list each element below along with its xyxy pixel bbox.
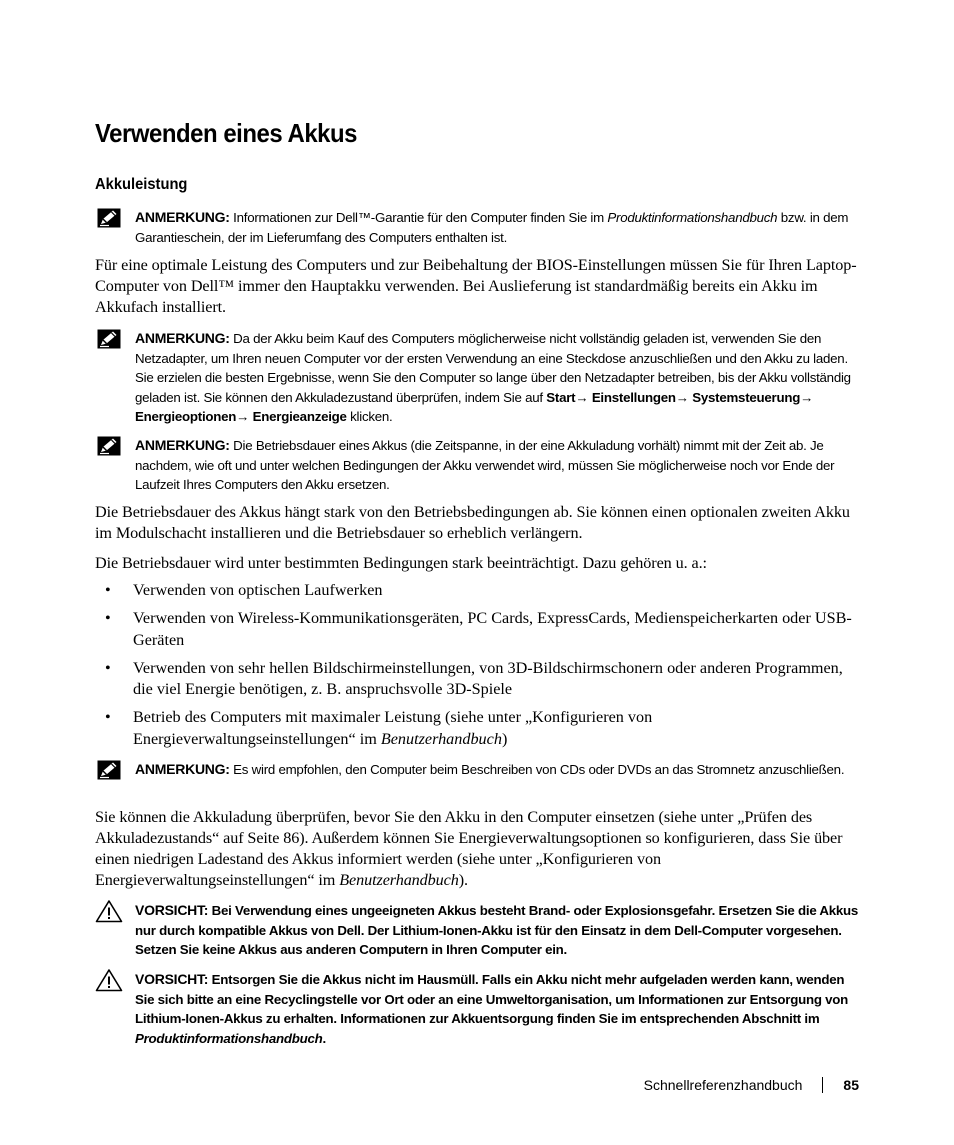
footer-divider <box>822 1077 823 1093</box>
warning-triangle-icon <box>95 899 123 923</box>
caution-label: VORSICHT: <box>135 902 209 918</box>
caution-text-part: Entsorgen Sie die Akkus nicht im Hausmüll. Falls ein Akku nicht mehr aufgeladen werden kann, wenden Sie sich bitte an eine Recyclingstelle vor Ort oder an eine Umweltorganisation, um Informationen zur Entsorgung von Lithium-Ionen-Akkus zu erhalten. Informationen zur Akkuentsorgung finden Sie im entsprechenden Abschnitt im <box>135 972 849 1027</box>
note-text-part: Da der Akku beim Kauf des Computers möglicherweise nicht vollständig geladen ist, verwenden Sie den Netzadapter, um Ihren neuen Computer vor der ersten Verwendung an eine Steckdose anzuschließen und den Akku zu laden. Sie erzielen die besten Ergebnisse, wenn Sie den Computer so lange über den Netzadapter betreiben, bis der Akku vollständig geladen ist. Sie können den Akkuladezustand überprüfen, indem Sie auf <box>135 331 851 405</box>
menu-path-power-meter: Energieanzeige <box>252 409 347 425</box>
list-item-text <box>133 708 652 748</box>
page-number: 85 <box>843 1077 859 1093</box>
bullet: • <box>105 708 111 726</box>
paragraph-conditions-intro: Die Betriebsdauer wird unter bestimmten Bedingungen stark beeinträchtigt. Dazu gehören u. a.: <box>95 554 707 572</box>
paragraph-operating-time: Die Betriebsdauer des Akkus hängt stark von den Betriebsbedingungen ab. Sie können einen optionalen zweiten Akku im Modulschacht installieren und die Betriebsdauer so erheblich verlängern. <box>95 503 850 542</box>
note-charging <box>95 329 860 427</box>
page-title: Verwenden eines Akkus <box>95 118 357 148</box>
page-footer <box>644 1077 859 1093</box>
caution-text <box>135 970 860 1048</box>
caution-text-part: Bei Verwendung eines ungeeigneten Akkus besteht Brand- oder Explosionsgefahr. Ersetzen Sie die Akkus nur durch kompatible Akkus von Dell. Der Lithium-Ionen-Akku ist für den Einsatz in dem Dell-Computer vorgesehen. Setzen Sie keine Akkus aus anderen Computern in Ihren Computer ein. <box>135 903 859 958</box>
note-text-part: klicken. <box>346 409 393 425</box>
arrow: → <box>575 389 589 405</box>
note-text-part: Informationen zur Dell™-Garantie für den Computer finden Sie im <box>233 210 608 225</box>
section-heading: Akkuleistung <box>95 176 188 193</box>
list-item-text: Verwenden von optischen Laufwerken <box>133 581 383 599</box>
list-item-text-part: ) <box>501 729 508 748</box>
caution-text <box>135 901 860 960</box>
bullet: • <box>105 658 111 677</box>
manual-reference: Benutzerhandbuch <box>339 871 459 889</box>
menu-path-settings: Einstellungen <box>591 389 676 405</box>
note-label: ANMERKUNG: <box>135 330 230 346</box>
note-text-part: Die Betriebsdauer eines Akkus (die Zeitspanne, in der eine Akkuladung vorhält) nimmt mit der Zeit ab. Je nachdem, wie oft und unter welchen Bedingungen der Akku verwendet wird, müssen Sie möglicherweise noch vor Ende der Laufzeit Ihres Computers den Akku ersetzen. <box>135 438 835 493</box>
menu-path-control-panel: Systemsteuerung <box>692 389 801 405</box>
note-label: ANMERKUNG: <box>135 209 230 225</box>
menu-path-power-options: Energieoptionen <box>135 409 237 425</box>
bullet: • <box>105 581 111 599</box>
arrow: → <box>800 389 814 405</box>
list-item <box>95 608 865 651</box>
menu-path-start: Start <box>546 389 576 405</box>
manual-reference: Benutzerhandbuch <box>380 729 502 748</box>
caution-disposal <box>95 970 860 1048</box>
manual-reference: Produktinformationshandbuch <box>135 1030 323 1046</box>
note-text <box>135 208 860 247</box>
note-text <box>135 760 860 780</box>
conditions-list <box>95 580 865 757</box>
caution-fire-hazard <box>95 901 860 960</box>
paragraph-text-part: Sie können die Akkuladung überprüfen, bevor Sie den Akku in den Computer einsetzen (siehe unter „Prüfen des Akkuladezustands“ auf Seite 86). Außerdem können Sie Energieverwaltungsoptionen so konfigurieren, dass Sie über einen niedrigen Ladestand des Akkus informiert werden (siehe unter „Konfigurieren von Energieverwaltungseinstellungen“ im <box>95 808 843 889</box>
note-label: ANMERKUNG: <box>135 437 230 453</box>
paragraph-text-part: ). <box>458 871 468 889</box>
note-label: ANMERKUNG: <box>135 761 230 777</box>
pencil-note-icon <box>97 329 121 349</box>
note-battery-lifetime <box>95 436 860 495</box>
list-item <box>95 580 865 602</box>
note-text <box>135 436 860 495</box>
arrow: → <box>236 409 250 425</box>
note-text-part: Es wird empfohlen, den Computer beim Beschreiben von CDs oder DVDs an das Stromnetz anzuschließen. <box>233 762 845 777</box>
note-text-part: bzw. in dem Garantieschein, der im Lieferumfang des Computers enthalten ist. <box>135 210 849 245</box>
pencil-note-icon <box>97 208 121 228</box>
footer-book-title: Schnellreferenzhandbuch <box>643 1077 803 1093</box>
list-item-text-part: Betrieb des Computers mit maximaler Leistung (siehe unter „Konfigurieren von Energieverwaltungseinstellungen“ im <box>133 708 653 748</box>
list-item <box>95 707 865 750</box>
bullet: • <box>105 609 111 627</box>
list-item <box>95 658 865 701</box>
arrow: → <box>675 389 689 405</box>
pencil-note-icon <box>97 436 121 456</box>
caution-text-part: . <box>322 1030 326 1046</box>
paragraph-main-battery: Für eine optimale Leistung des Computers und zur Beibehaltung der BIOS-Einstellungen müssen Sie für Ihren Laptop-Computer von Dell™ immer den Hauptakku verwenden. Bei Auslieferung ist standardmäßig bereits ein Akku im Akkufach installiert. <box>95 256 857 316</box>
list-item-text: Verwenden von Wireless-Kommunikationsgeräten, PC Cards, ExpressCards, Medienspeicherkarten oder USB-Geräten <box>133 609 852 649</box>
pencil-note-icon <box>97 760 121 780</box>
list-item-text: Verwenden von sehr hellen Bildschirmeinstellungen, von 3D-Bildschirmschonern oder anderen Programmen, die viel Energie benötigen, z. B. anspruchsvolle 3D-Spiele <box>133 658 843 698</box>
caution-label: VORSICHT: <box>135 971 209 987</box>
paragraph-charge-check <box>95 807 865 891</box>
note-text <box>135 329 860 427</box>
manual-reference: Produktinformationshandbuch <box>607 210 778 225</box>
note-cd-burning <box>95 760 860 780</box>
warning-triangle-icon <box>95 968 123 992</box>
note-warranty <box>95 208 860 247</box>
